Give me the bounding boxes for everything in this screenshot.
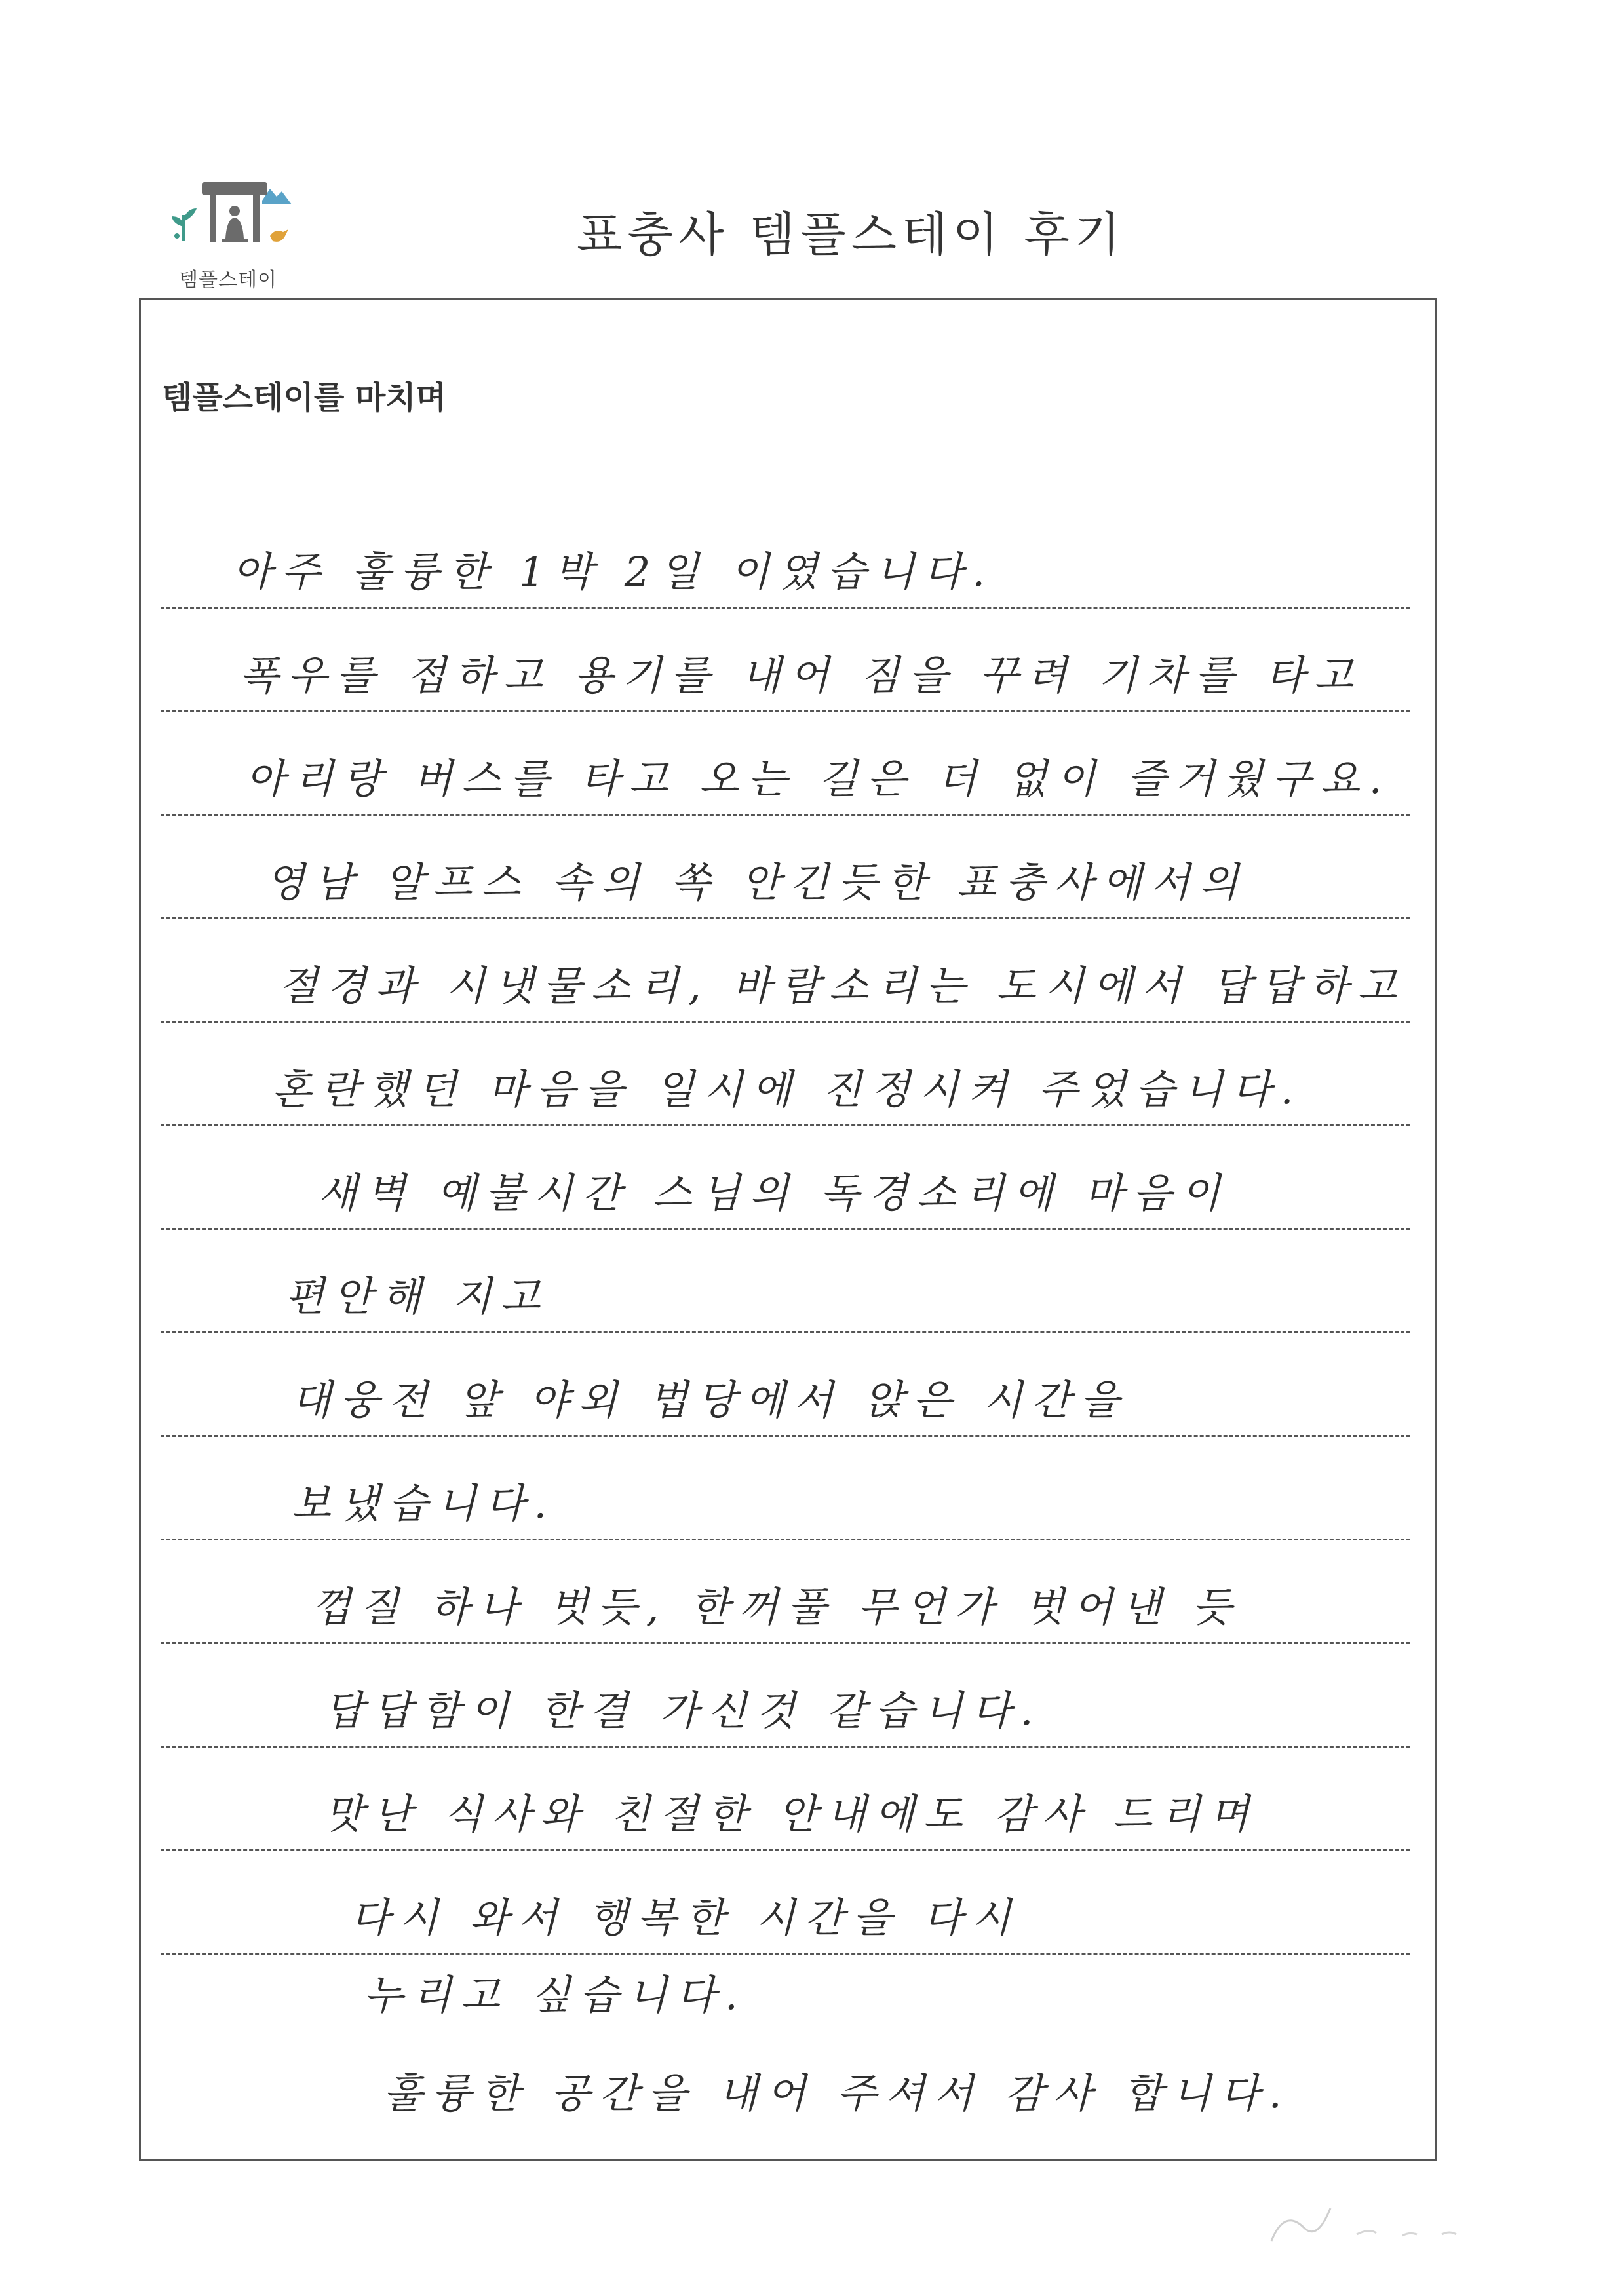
writing-line xyxy=(161,755,1410,816)
handwritten-text: 훌륭한 공간을 내어 주셔서 감사 합니다. xyxy=(383,2069,1291,2117)
handwritten-text: 영남 알프스 속의 쏙 안긴듯한 표충사에서의 xyxy=(265,858,1248,906)
signature-scribble-icon xyxy=(1245,2182,1520,2254)
handwritten-text: 폭우를 접하고 용기를 내어 짐을 꾸려 기차를 타고 xyxy=(239,651,1363,699)
writing-line xyxy=(161,1687,1410,1748)
writing-line xyxy=(161,1376,1410,1437)
templestay-logo xyxy=(156,176,300,290)
document-title: 표충사 템플스테이 후기 xyxy=(577,207,1126,262)
section-label: 템플스테이를 마치며 xyxy=(162,379,447,416)
handwritten-text: 절경과 시냇물소리, 바람소리는 도시에서 답답하고 xyxy=(279,962,1406,1010)
handwritten-text: 보냈습니다. xyxy=(292,1480,556,1527)
writing-line xyxy=(161,1790,1410,1851)
handwritten-text: 누리고 싶습니다. xyxy=(364,1971,747,2019)
handwritten-text: 답답함이 한결 가신것 같습니다. xyxy=(324,1687,1043,1734)
handwritten-text: 껍질 하나 벗듯, 한꺼풀 무언가 벗어낸 듯 xyxy=(311,1583,1241,1631)
writing-line xyxy=(161,1894,1410,1955)
writing-line xyxy=(161,1583,1410,1644)
handwritten-text: 아주 훌륭한 1박 2일 이였습니다. xyxy=(233,548,995,596)
handwritten-text: 아리랑 버스를 타고 오는 길은 더 없이 즐거웠구요. xyxy=(246,755,1391,803)
writing-line xyxy=(161,1480,1410,1540)
logo-text: 템플스테이 xyxy=(179,269,277,292)
writing-line xyxy=(161,1169,1410,1230)
handwritten-text: 맛난 식사와 친절한 안내에도 감사 드리며 xyxy=(324,1790,1258,1838)
handwritten-text: 다시 와서 행복한 시간을 다시 xyxy=(351,1894,1020,1942)
writing-line xyxy=(161,651,1410,712)
handwritten-text: 혼란했던 마음을 일시에 진정시켜 주었습니다. xyxy=(272,1065,1303,1113)
writing-line xyxy=(161,1065,1410,1126)
handwritten-text: 새벽 예불시간 스님의 독경소리에 마음이 xyxy=(318,1169,1229,1217)
writing-line xyxy=(161,962,1410,1023)
temple-logo-icon xyxy=(164,176,295,261)
writing-line xyxy=(161,548,1410,609)
handwritten-text: 편안해 지고 xyxy=(285,1272,550,1320)
writing-line xyxy=(161,858,1410,919)
writing-line xyxy=(161,1272,1410,1333)
handwritten-text: 대웅전 앞 야외 법당에서 앉은 시간을 xyxy=(292,1376,1129,1424)
review-frame xyxy=(139,298,1437,2161)
